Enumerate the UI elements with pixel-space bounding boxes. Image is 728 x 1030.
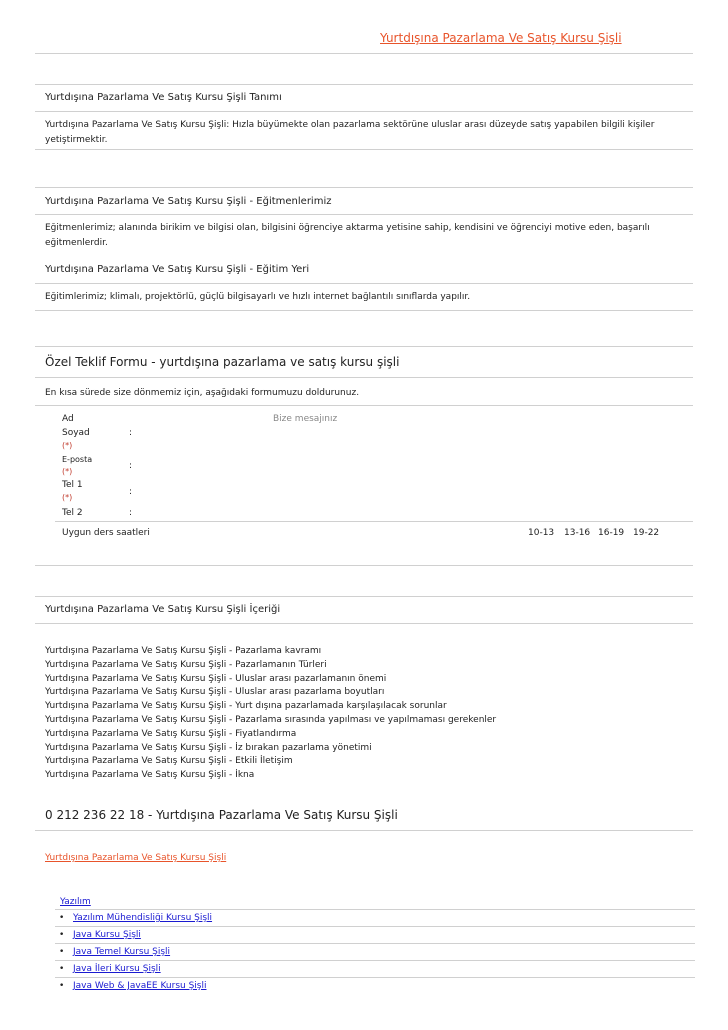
bullet-icon: • bbox=[59, 964, 65, 974]
surname-label: Soyad bbox=[62, 428, 90, 438]
content-title: Yurtdışına Pazarlama Ve Satış Kursu Şişli İçeriği bbox=[45, 604, 281, 615]
email-field[interactable]: : bbox=[129, 461, 133, 471]
divider bbox=[35, 377, 693, 378]
divider bbox=[35, 149, 693, 150]
divider bbox=[35, 84, 693, 85]
instructors-text: Eğitmenlerimiz; alanında birikim ve bilgisi olan, bilgisini öğrenciye aktarma yetisine sahip, kendisini ve öğrenciyi motive eden, başarılı eğitmenlerdir. bbox=[45, 223, 650, 248]
surname-required-mark: (*) bbox=[62, 441, 73, 450]
hours-option-19-22[interactable]: 19-22 bbox=[633, 528, 660, 538]
course-link[interactable]: Yurtdışına Pazarlama Ve Satış Kursu Şişli bbox=[45, 853, 227, 863]
name-label: Ad bbox=[62, 414, 74, 424]
definition-title: Yurtdışına Pazarlama Ve Satış Kursu Şişli Tanımı bbox=[45, 92, 282, 103]
divider bbox=[35, 405, 693, 406]
hours-option-16-19[interactable]: 16-19 bbox=[598, 528, 625, 538]
phone1-field[interactable]: : bbox=[129, 487, 133, 497]
form-title: Özel Teklif Formu - yurtdışına pazarlama ve satış kursu şişli bbox=[45, 355, 400, 369]
divider bbox=[35, 111, 693, 112]
venue-text: Eğitimlerimiz; klimalı, projektörlü, güçlü bilgisayarlı ve hızlı internet bağlantılı sınıflarda yapılır. bbox=[45, 292, 471, 302]
phone-heading: 0 212 236 22 18 - Yurtdışına Pazarlama Ve Satış Kursu Şişli bbox=[45, 808, 398, 822]
content-list bbox=[45, 645, 496, 783]
divider bbox=[35, 310, 693, 311]
bullet-icon: • bbox=[59, 930, 65, 940]
divider bbox=[35, 283, 693, 284]
related-courses-list bbox=[55, 909, 695, 994]
list-item: Yurtdışına Pazarlama Ve Satış Kursu Şişli - Yurt dışına pazarlamada karşılaşılacak sorunlar bbox=[45, 701, 447, 712]
hours-option-10-13[interactable]: 10-13 bbox=[528, 528, 555, 538]
related-course-link[interactable]: Java Web & JavaEE Kursu Şişli bbox=[73, 981, 207, 991]
instructors-title: Yurtdışına Pazarlama Ve Satış Kursu Şişli - Eğitmenlerimiz bbox=[45, 196, 332, 207]
divider bbox=[35, 346, 693, 347]
list-item bbox=[55, 960, 695, 977]
hours-label: Uygun ders saatleri bbox=[62, 528, 150, 538]
divider bbox=[35, 623, 693, 624]
divider bbox=[35, 214, 693, 215]
phone1-required-mark: (*) bbox=[62, 493, 73, 502]
list-item: Yurtdışına Pazarlama Ve Satış Kursu Şişli - Pazarlama kavramı bbox=[45, 646, 322, 656]
divider bbox=[35, 596, 693, 597]
related-course-link[interactable]: Java Temel Kursu Şişli bbox=[73, 947, 171, 957]
phone2-field[interactable]: : bbox=[129, 508, 133, 518]
list-item: Yurtdışına Pazarlama Ve Satış Kursu Şişli - Fiyatlandırma bbox=[45, 728, 297, 739]
list-item: Yurtdışına Pazarlama Ve Satış Kursu Şişli - Etkili İletişim bbox=[45, 756, 293, 767]
list-item: Yurtdışına Pazarlama Ve Satış Kursu Şişli - Pazarlamanın Türleri bbox=[45, 659, 327, 670]
page-title-link[interactable]: Yurtdışına Pazarlama Ve Satış Kursu Şişli bbox=[380, 31, 622, 45]
hours-option-13-16[interactable]: 13-16 bbox=[564, 528, 591, 538]
category-link-yazilim[interactable]: Yazılım bbox=[60, 897, 91, 907]
list-item: Yurtdışına Pazarlama Ve Satış Kursu Şişli - Uluslar arası pazarlamanın önemi bbox=[45, 673, 387, 684]
divider bbox=[35, 830, 693, 831]
message-textarea[interactable]: Bize mesajınız bbox=[273, 414, 338, 424]
surname-field[interactable]: : bbox=[129, 428, 133, 438]
form-intro: En kısa sürede size dönmemiz için, aşağıdaki formumuzu doldurunuz. bbox=[45, 388, 360, 398]
phone1-label: Tel 1 bbox=[62, 480, 83, 490]
list-item bbox=[55, 977, 695, 994]
bullet-icon: • bbox=[59, 913, 65, 923]
list-item bbox=[55, 943, 695, 960]
list-item: Yurtdışına Pazarlama Ve Satış Kursu Şişli - Uluslar arası pazarlama boyutları bbox=[45, 687, 385, 698]
list-item bbox=[55, 909, 695, 926]
list-item: Yurtdışına Pazarlama Ve Satış Kursu Şişli - Pazarlama sırasında yapılması ve yapılmaması gerekenler bbox=[45, 714, 497, 725]
definition-text: Yurtdışına Pazarlama Ve Satış Kursu Şişli: Hızla büyümekte olan pazarlama sektörüne uluslar arası düzeyde satış yapabilen bilgili kişiler yetiştirmektir. bbox=[45, 120, 655, 145]
list-item bbox=[55, 926, 695, 943]
bullet-icon: • bbox=[59, 947, 65, 957]
related-course-link[interactable]: Yazılım Mühendisliği Kursu Şişli bbox=[73, 913, 213, 923]
related-course-link[interactable]: Java Kursu Şişli bbox=[73, 930, 141, 940]
divider bbox=[35, 565, 693, 566]
related-course-link[interactable]: Java İleri Kursu Şişli bbox=[73, 964, 161, 974]
divider bbox=[35, 187, 693, 188]
bullet-icon: • bbox=[59, 981, 65, 991]
phone2-label: Tel 2 bbox=[62, 508, 83, 518]
email-required-mark: (*) bbox=[62, 467, 73, 476]
email-label: E-posta bbox=[62, 455, 93, 464]
list-item: Yurtdışına Pazarlama Ve Satış Kursu Şişli - İz bırakan pazarlama yönetimi bbox=[45, 742, 372, 753]
divider bbox=[55, 521, 693, 522]
venue-title: Yurtdışına Pazarlama Ve Satış Kursu Şişli - Eğitim Yeri bbox=[45, 264, 310, 275]
list-item: Yurtdışına Pazarlama Ve Satış Kursu Şişli - İkna bbox=[45, 770, 255, 781]
divider bbox=[35, 53, 693, 54]
